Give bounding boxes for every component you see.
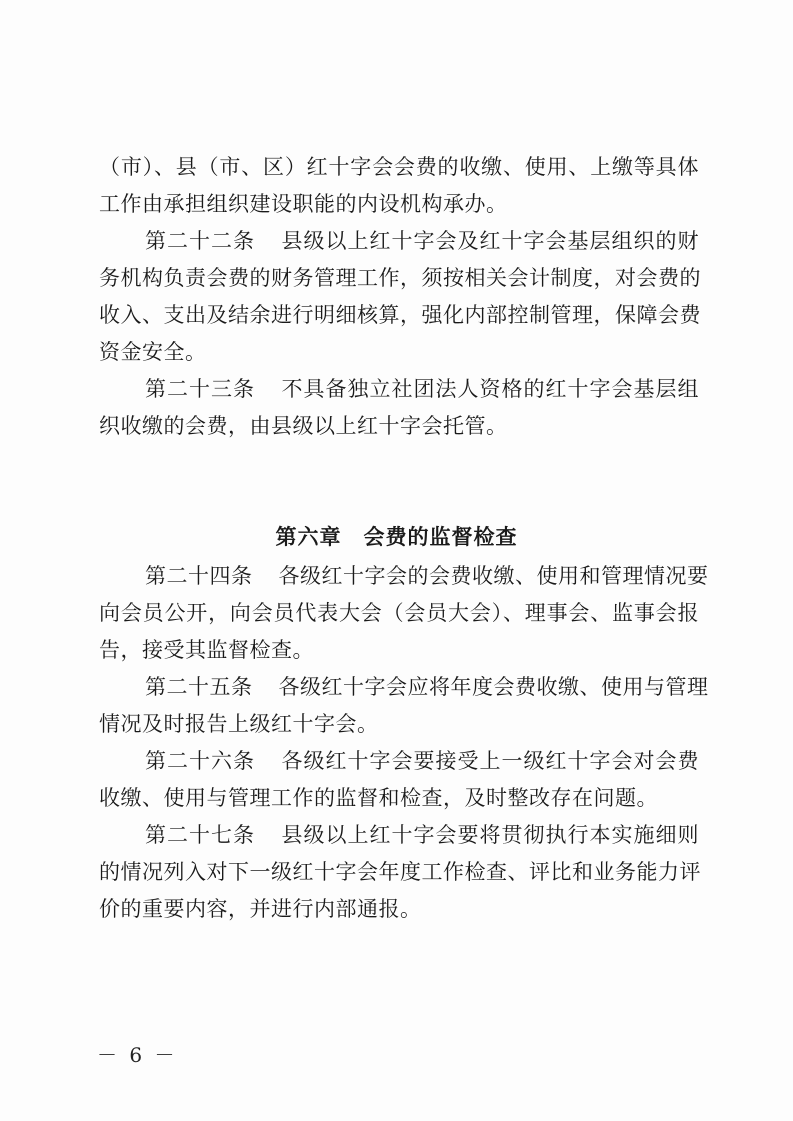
article-text: 县级以上红十字会要将贯彻执行本实施细则	[281, 823, 699, 847]
text-line: 向会员公开，向会员代表大会（会员大会）、理事会、监事会报	[99, 601, 699, 625]
chapter-title: 会费的监督检查	[363, 525, 518, 549]
article-text: 县级以上红十字会及红十字会基层组织的财	[281, 229, 699, 253]
article-26-line	[145, 746, 699, 776]
text-line: 情况及时报告上级红十字会。	[99, 712, 379, 736]
text-line: 告，接受其监督检查。	[99, 638, 314, 662]
article-number: 第二十七条	[145, 823, 255, 847]
article-text: 各级红十字会应将年度会费收缴、使用与管理	[278, 675, 709, 699]
article-number: 第二十二条	[145, 229, 255, 253]
text-line: 工作由承担组织建设职能的内设机构承办。	[99, 192, 508, 216]
text-line: 收入、支出及结余进行明细核算，强化内部控制管理，保障会费	[99, 303, 701, 327]
article-number: 第二十五条	[145, 675, 253, 699]
text-line: 收缴、使用与管理工作的监督和检查，及时整改存在问题。	[99, 786, 658, 810]
article-22-line	[145, 226, 699, 256]
text-line: 织收缴的会费，由县级以上红十字会托管。	[99, 414, 508, 438]
article-number: 第二十六条	[145, 749, 255, 773]
article-number: 第二十三条	[145, 377, 255, 401]
article-text: 不具备独立社团法人资格的红十字会基层组	[281, 377, 699, 401]
text-line: 的情况列入对下一级红十字会年度工作检查、评比和业务能力评	[99, 860, 701, 884]
article-text: 各级红十字会要接受上一级红十字会对会费	[281, 749, 699, 773]
article-text: 各级红十字会的会费收缴、使用和管理情况要	[278, 564, 709, 588]
article-number: 第二十四条	[145, 564, 253, 588]
article-24-line	[145, 561, 709, 591]
article-25-line	[145, 672, 709, 702]
page-number: － 6 －	[97, 1043, 178, 1067]
article-23-line	[145, 374, 699, 404]
chapter-number: 第六章	[275, 525, 342, 549]
text-line: 资金安全。	[99, 340, 207, 364]
article-27-line	[145, 820, 699, 850]
text-line: 价的重要内容，并进行内部通报。	[99, 897, 422, 921]
chapter-heading	[0, 522, 793, 552]
text-line: （市）、县（市、区）红十字会会费的收缴、使用、上缴等具体	[99, 155, 699, 179]
text-line: 务机构负责会费的财务管理工作，须按相关会计制度，对会费的	[99, 266, 701, 290]
